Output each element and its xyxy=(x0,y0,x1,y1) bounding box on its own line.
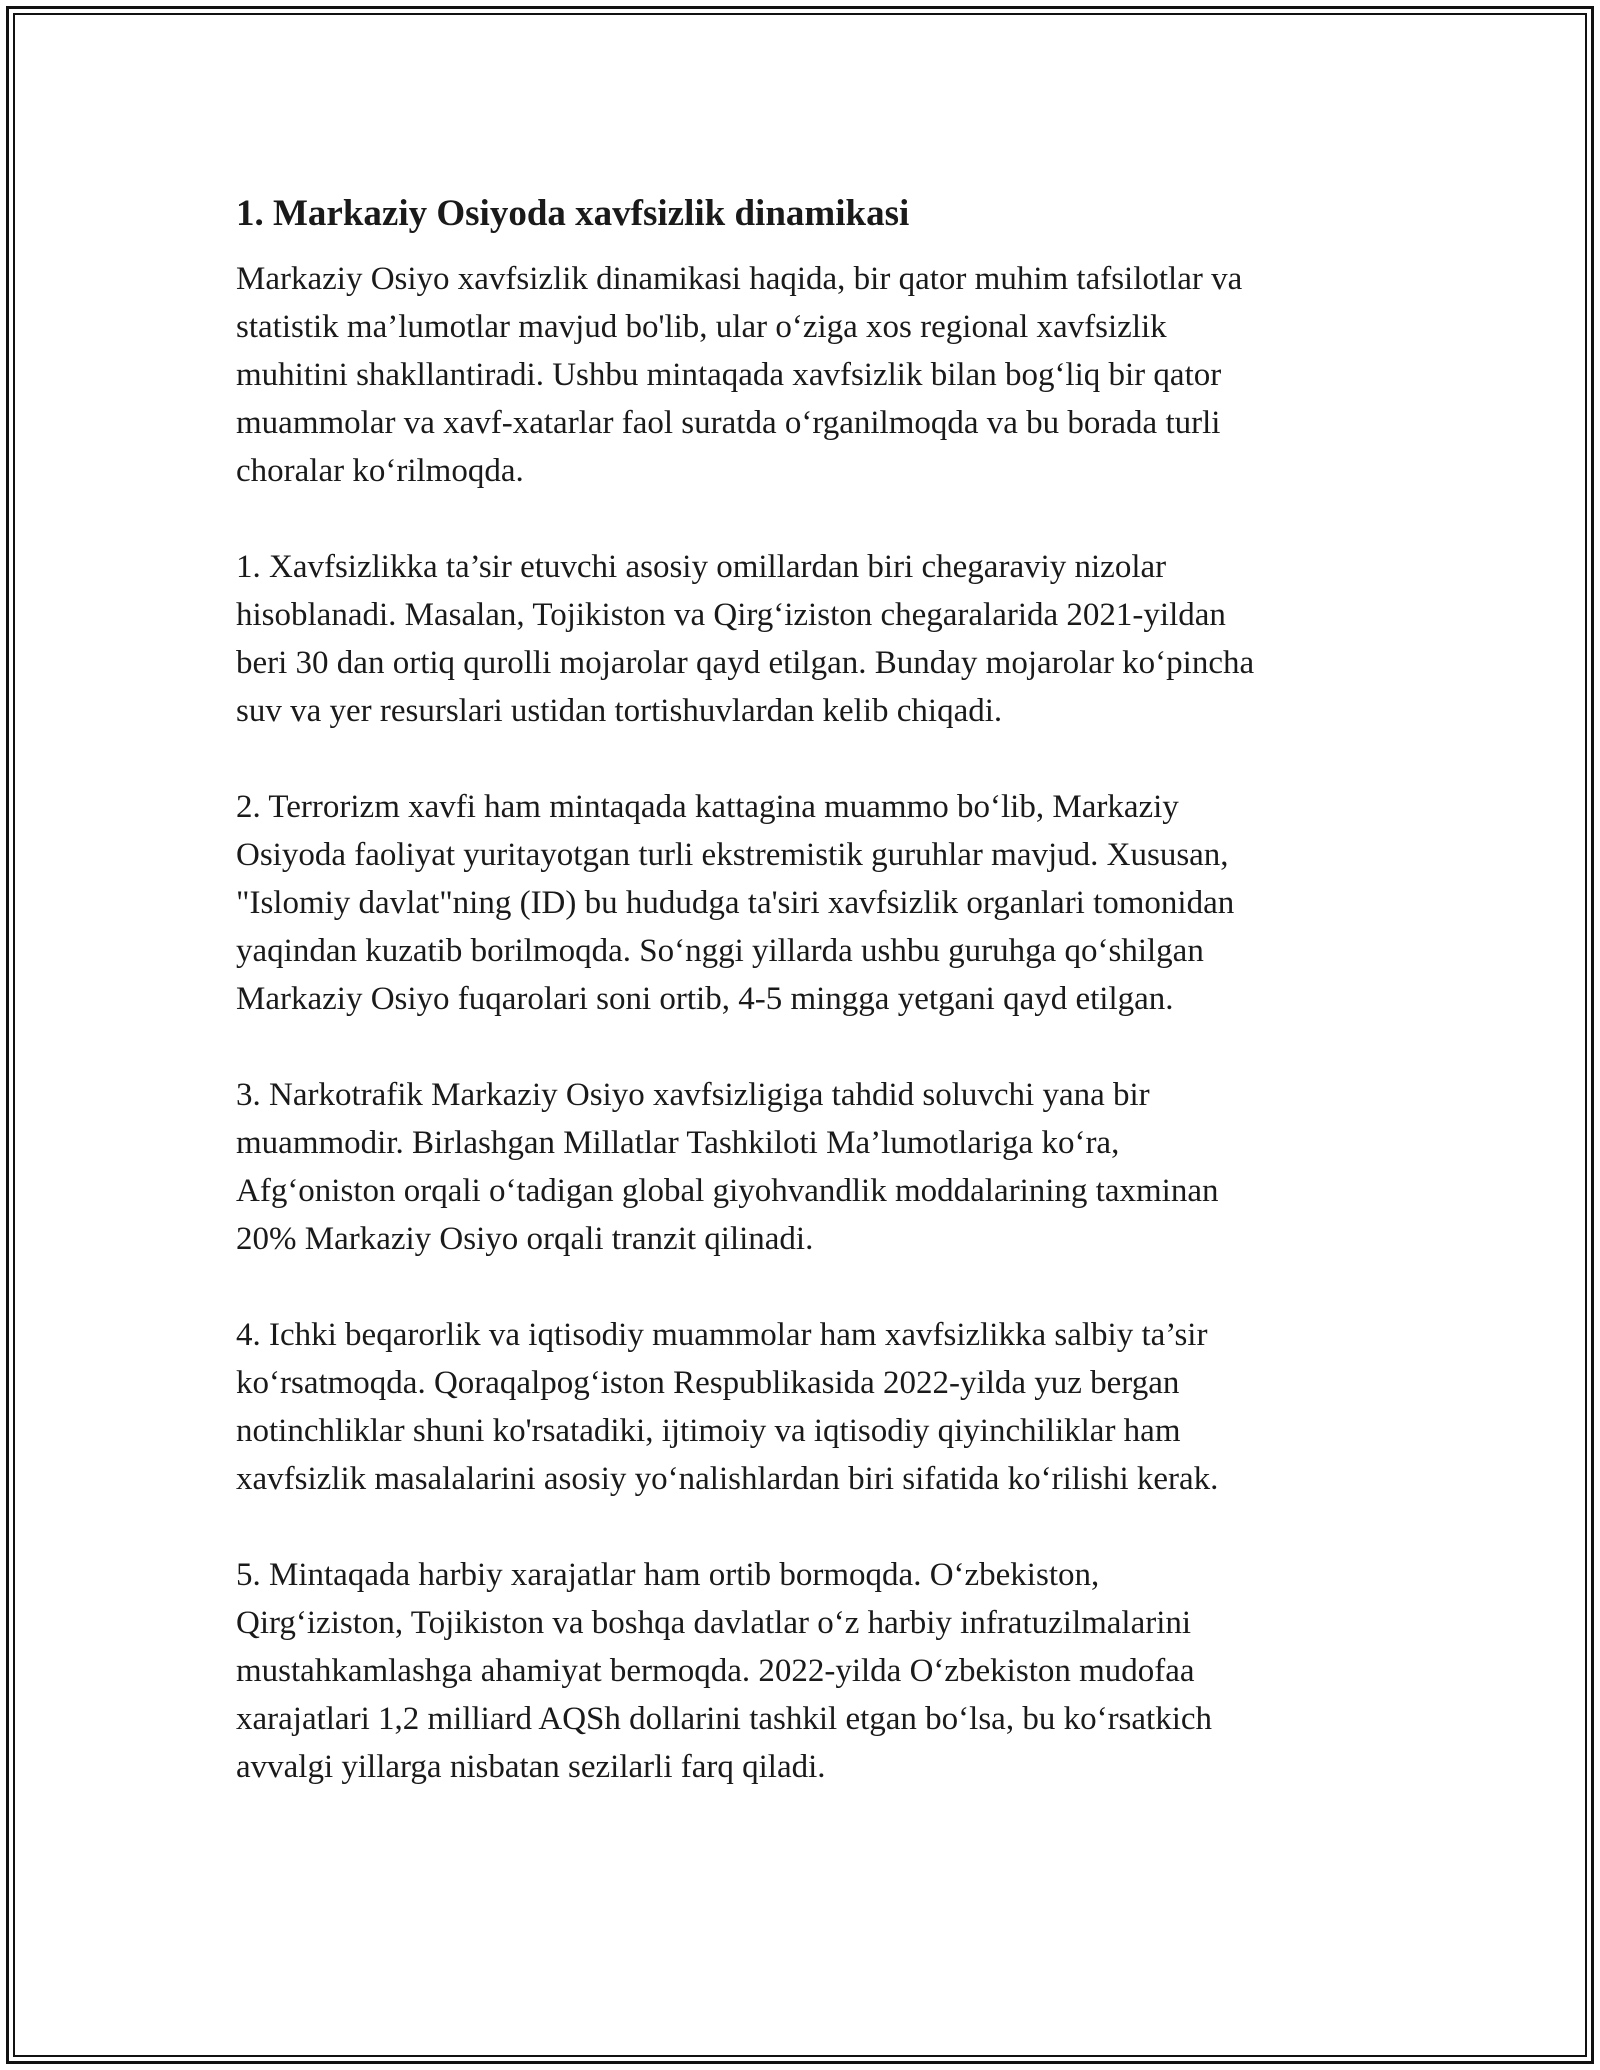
paragraph-terrorism: 2. Terrorizm xavfi ham mintaqada kattagina muammo bo‘lib, Markaziy Osiyoda faoliyat yuritayotgan turli ekstremistik guruhlar mavjud. Xususan, "Islomiy davlat"ning (ID) bu hududga ta'siri xavfsizlik organlari tomonidan yaqindan kuzatib borilmoqda. So‘nggi yillarda ushbu guruhga qo‘shilgan Markaziy Osiyo fuqarolari soni ortib, 4-5 mingga yetgani qayd etilgan. xyxy=(236,789,1235,1017)
section-heading: 1. Markaziy Osiyoda xavfsizlik dinamikasi xyxy=(236,193,910,234)
paragraph-military-spending: 5. Mintaqada harbiy xarajatlar ham ortib bormoqda. O‘zbekiston, Qirg‘iziston, Tojikiston va boshqa davlatlar o‘z harbiy infratuzilmalarini mustahkamlashga ahamiyat bermoqda. 2022-yilda O‘zbekiston mudofaa xarajatlari 1,2 milliard AQSh dollarini tashkil etgan bo‘lsa, bu ko‘rsatkich avvalgi yillarga nisbatan sezilarli farq qiladi. xyxy=(236,1557,1213,1785)
paragraph-border-conflicts: 1. Xavfsizlikka ta’sir etuvchi asosiy omillardan biri chegaraviy nizolar hisoblanadi. Masalan, Tojikiston va Qirg‘iziston chegaralarida 2021-yildan beri 30 dan ortiq qurolli mojarolar qayd etilgan. Bunday mojarolar ko‘pincha suv va yer resurslari ustidan tortishuvlardan kelib chiqadi. xyxy=(236,549,1255,729)
intro-paragraph: Markaziy Osiyo xavfsizlik dinamikasi haqida, bir qator muhim tafsilotlar va statistik ma’lumotlar mavjud bo'lib, ular o‘ziga xos regional xavfsizlik muhitini shakllantiradi. Ushbu mintaqada xavfsizlik bilan bog‘liq bir qator muammolar va xavf-xatarlar faol suratda o‘rganilmoqda va bu borada turli choralar ko‘rilmoqda. xyxy=(236,261,1243,489)
paragraph-drug-trafficking: 3. Narkotrafik Markaziy Osiyo xavfsizligiga tahdid soluvchi yana bir muammodir. Birlashgan Millatlar Tashkiloti Ma’lumotlariga ko‘ra, Afg‘oniston orqali o‘tadigan global giyohvandlik moddalarining taxminan 20% Markaziy Osiyo orqali tranzit qilinadi. xyxy=(236,1077,1219,1257)
paragraph-internal-instability: 4. Ichki beqarorlik va iqtisodiy muammolar ham xavfsizlikka salbiy ta’sir ko‘rsatmoqda. Qoraqalpog‘iston Respublikasida 2022-yilda yuz bergan notinchliklar shuni ko'rsatadiki, ijtimoiy va iqtisodiy qiyinchiliklar ham xavfsizlik masalalarini asosiy yo‘nalishlardan biri sifatida ko‘rilishi kerak. xyxy=(236,1317,1219,1497)
document-body xyxy=(236,185,1376,1839)
